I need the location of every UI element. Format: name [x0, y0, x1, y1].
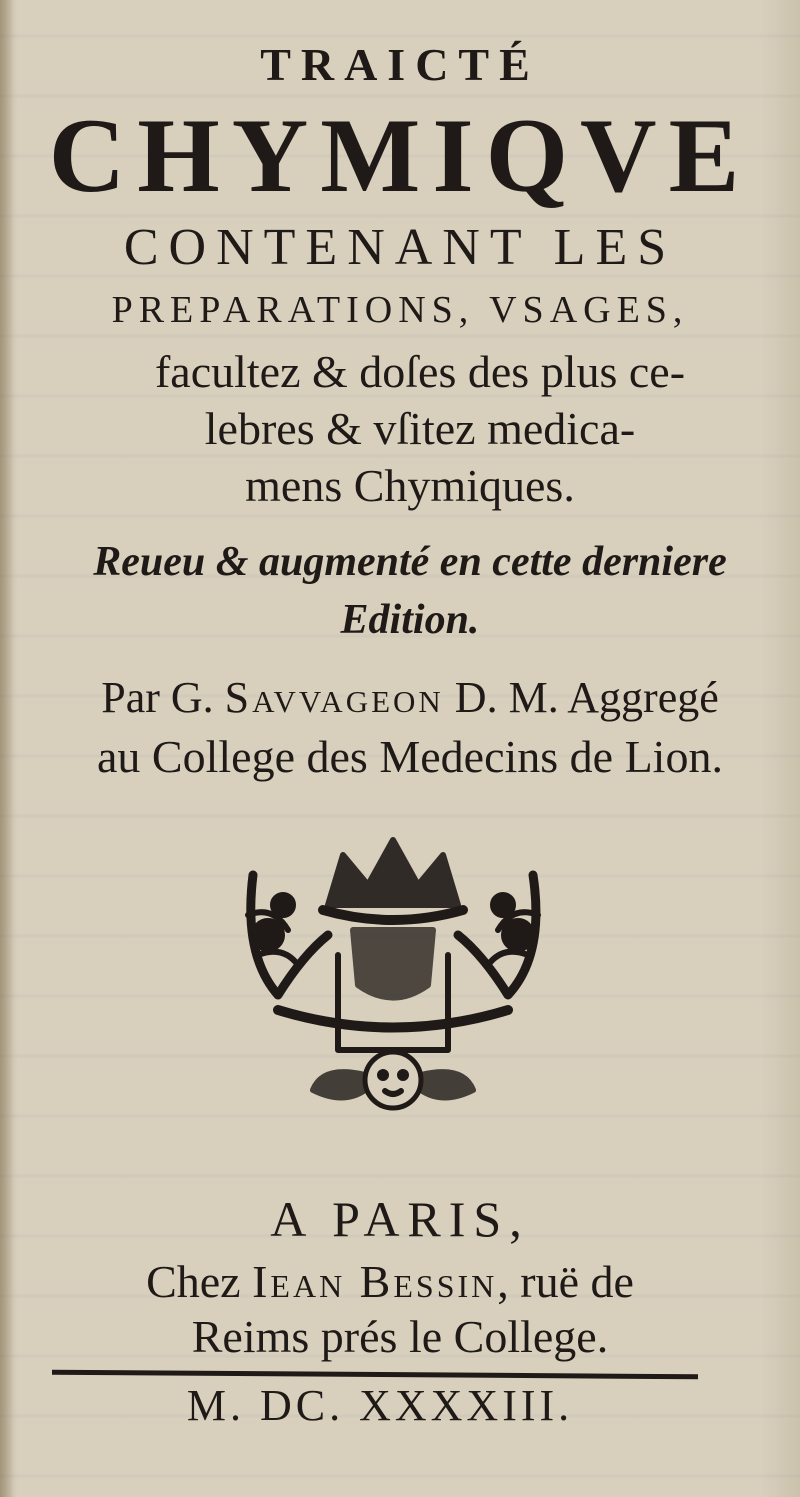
- author-name: Savvageon: [224, 673, 444, 722]
- title-line-4: PREPARATIONS, VSAGES,: [111, 289, 689, 331]
- imprint-printer-line-1: [0, 1255, 790, 1308]
- printers-device-icon: [233, 835, 553, 1135]
- printer-prefix: Chez: [146, 1256, 241, 1307]
- author-suffix: D. M. Aggregé: [454, 673, 719, 722]
- author-line-2: au College des Medecins de Lion.: [97, 731, 723, 782]
- edition-note-line-2: Edition.: [340, 597, 480, 643]
- author-line-1: [10, 672, 800, 723]
- printer-suffix: , ruë de: [497, 1256, 634, 1307]
- imprint-printer-line-2: Reims prés le College.: [191, 1311, 609, 1362]
- description-line-3: mens Chymiques.: [245, 460, 575, 511]
- author-prefix: Par G.: [101, 673, 214, 722]
- description-line-2: lebres & vſitez medica-: [204, 403, 636, 454]
- title-line-3: CONTENANT LES: [123, 219, 677, 276]
- imprint-date: M. DC. XXXXIII.: [186, 1381, 574, 1430]
- printer-name: Iean Bessin: [252, 1256, 498, 1307]
- title-line-1: TRAICTÉ: [260, 39, 540, 90]
- title-line-2: CHYMIQVE: [48, 97, 752, 214]
- description-line-1: facultez & doſes des plus ce-: [154, 346, 686, 397]
- edition-note-line-1: Reueu & augmenté en cette derniere: [93, 539, 727, 585]
- imprint-place: A PARIS,: [270, 1191, 530, 1247]
- imprint-rule: [52, 1370, 698, 1380]
